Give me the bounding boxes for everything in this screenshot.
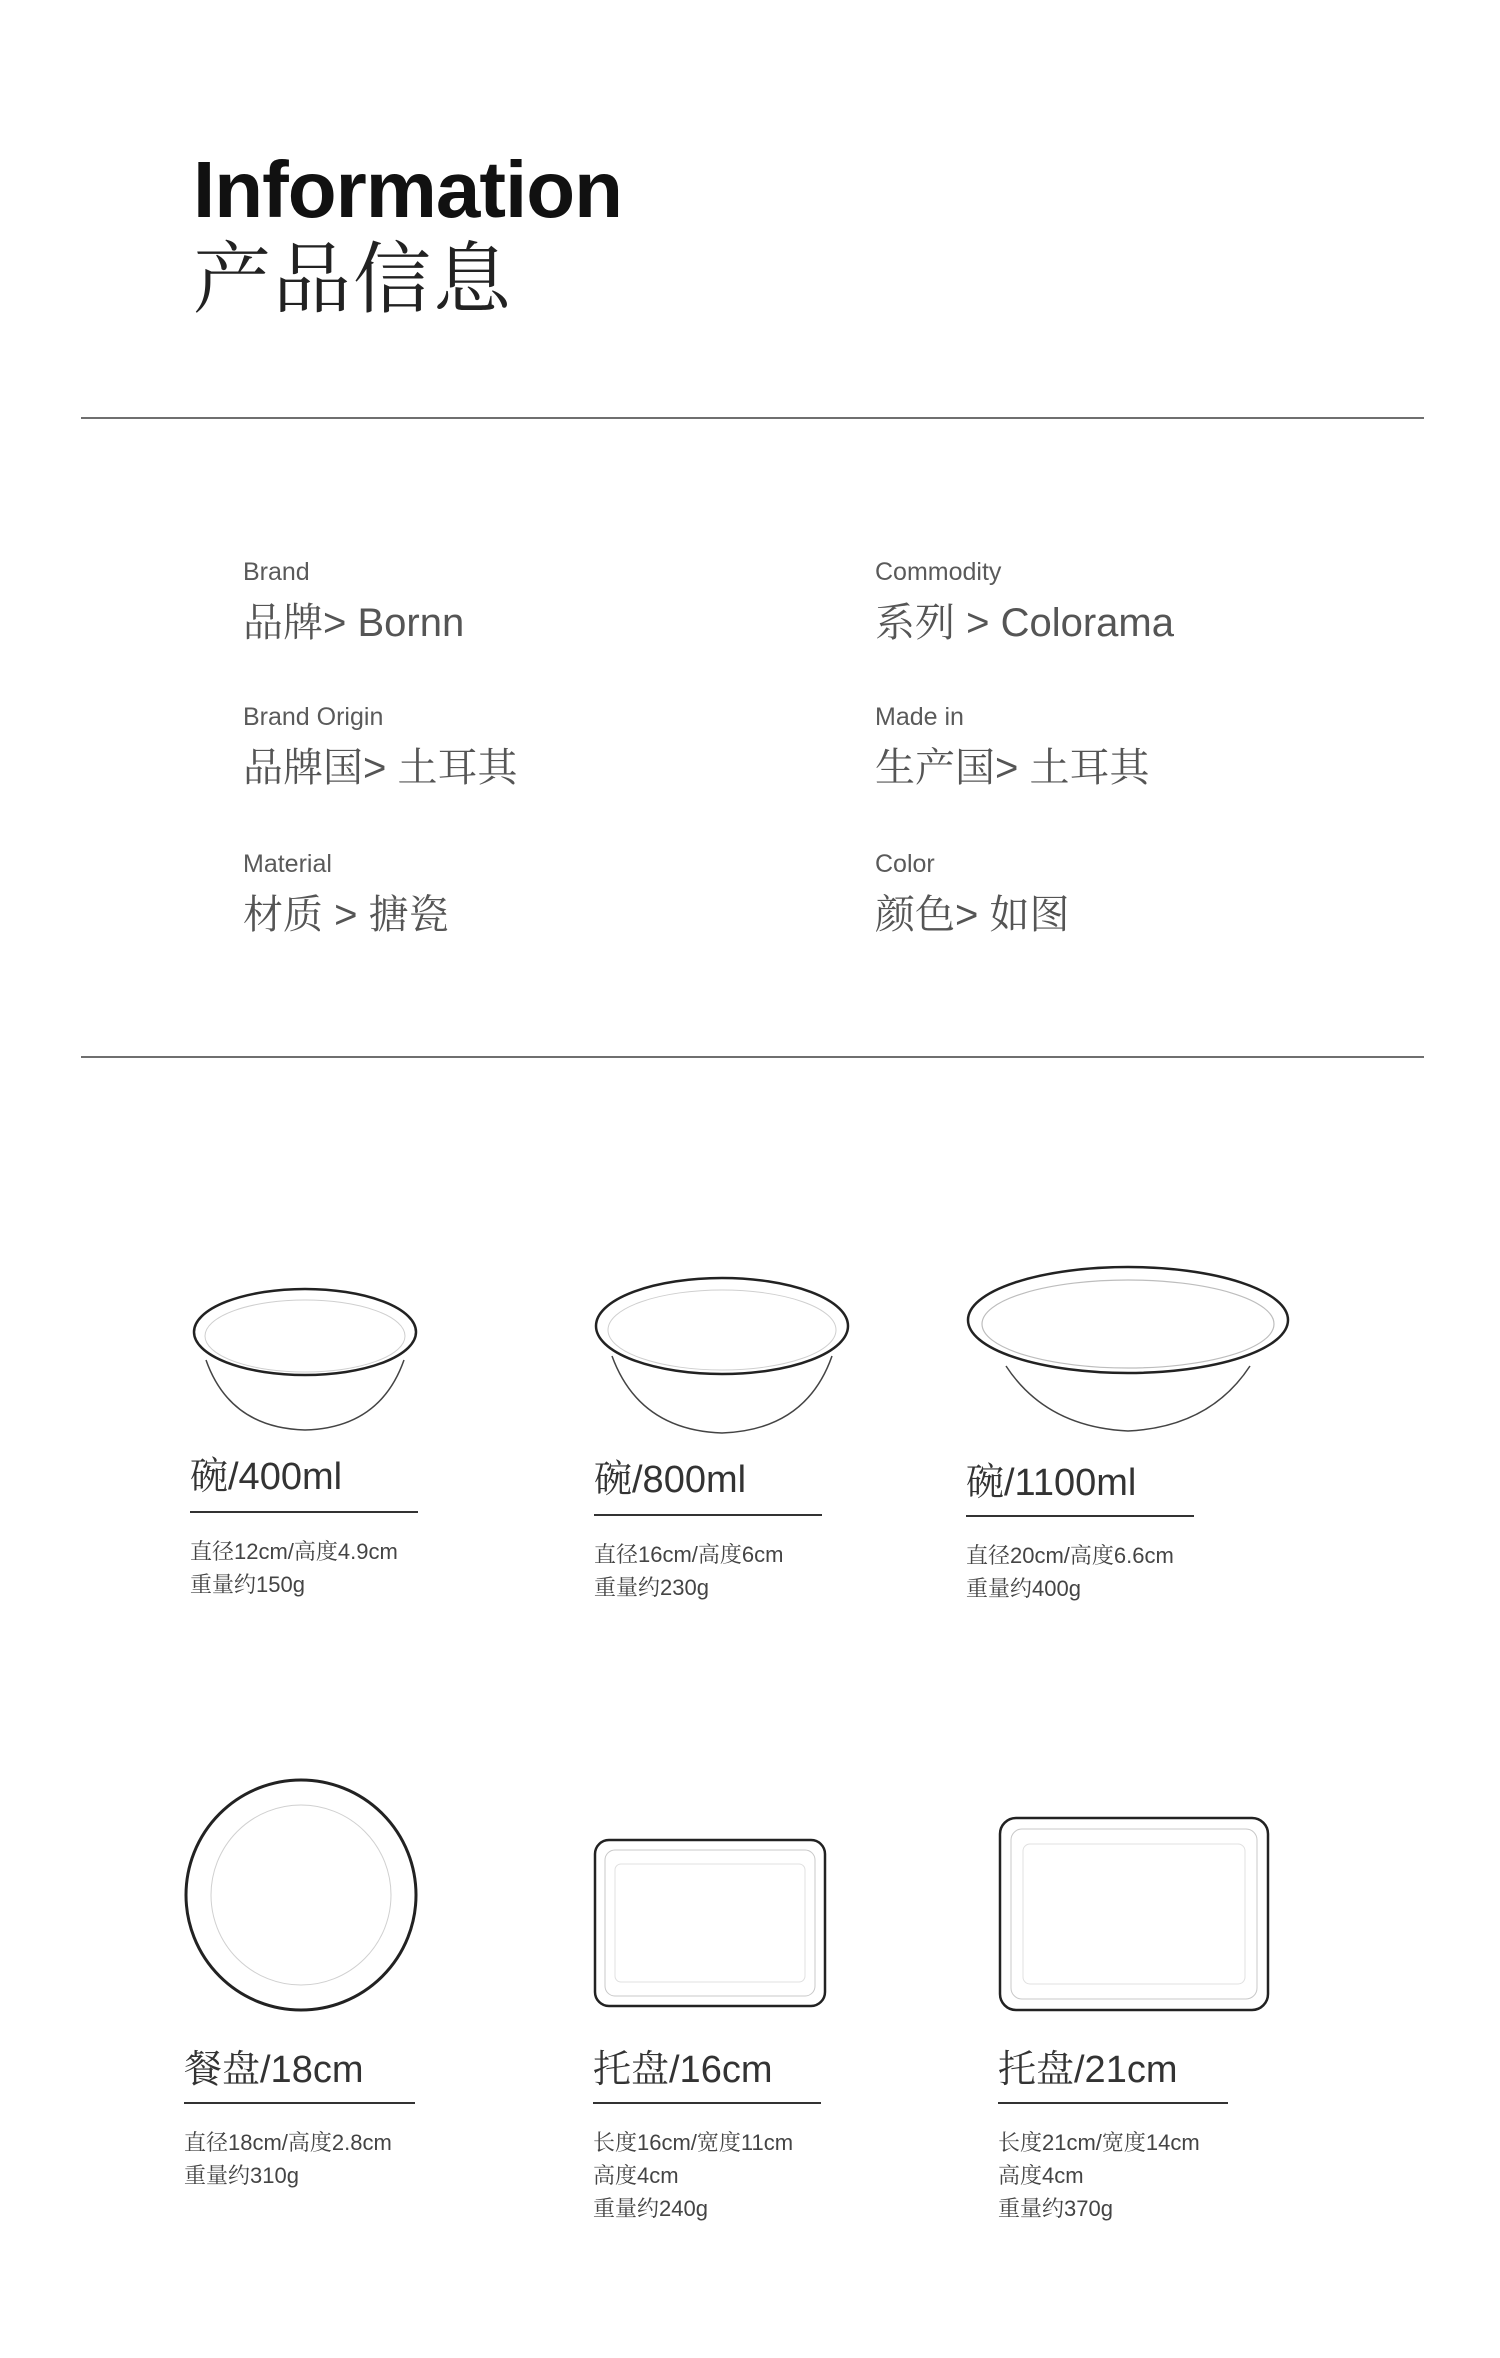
product-title: 碗/400ml [190,1456,343,1498]
info-value: 品牌> Bornn [243,601,465,645]
info-brand [243,560,464,643]
info-value: 材质 > 搪瓷 [243,893,449,937]
product-card [184,1776,564,2296]
product-card [966,1262,1346,1782]
product-card [998,1816,1378,2336]
product-spec: 长度16cm/宽度11cm [593,2130,794,2155]
info-label: Brand [243,558,310,586]
divider-top [81,417,1424,419]
product-title: 餐盘/18cm [184,2049,364,2091]
product-spec: 重量约310g [184,2163,299,2188]
product-spec: 长度21cm/宽度14cm [998,2130,1200,2155]
title-underline [998,2102,1228,2104]
product-card [593,1838,973,2358]
round-plate-icon [184,1776,424,2016]
product-spec: 直径16cm/高度6cm [594,1542,784,1567]
info-label: Made in [875,703,964,731]
product-spec: 重量约240g [593,2196,708,2221]
product-card [190,1280,570,1800]
product-title: 托盘/21cm [998,2049,1178,2091]
product-title: 碗/800ml [594,1459,747,1501]
page-title-cn: 产品信息 [193,235,514,323]
title-underline [594,1514,822,1516]
product-spec: 高度4cm [998,2163,1084,2188]
product-spec: 高度4cm [593,2163,679,2188]
info-commodity [875,560,1174,643]
medium-bowl-icon [594,1270,854,1440]
large-bowl-icon [966,1262,1296,1442]
info-value: 系列 > Colorama [875,601,1174,645]
info-value: 品牌国> 土耳其 [243,746,518,790]
info-label: Brand Origin [243,703,384,731]
product-spec: 重量约230g [594,1575,709,1600]
info-material [243,852,449,935]
info-value: 颜色> 如图 [875,893,1070,937]
info-color [875,852,1069,935]
divider-bottom [81,1056,1424,1058]
title-underline [190,1511,418,1513]
info-label: Color [875,850,935,878]
title-underline [593,2102,821,2104]
info-made-in [875,705,1149,788]
info-value: 生产国> 土耳其 [875,746,1150,790]
small-bowl-icon [190,1280,430,1440]
small-tray-icon [593,1838,833,2013]
product-spec: 直径20cm/高度6.6cm [966,1543,1174,1568]
large-tray-icon [998,1816,1278,2016]
product-spec: 重量约400g [966,1576,1081,1601]
info-label: Material [243,850,332,878]
product-title: 托盘/16cm [593,2049,773,2091]
product-title: 碗/1100ml [966,1462,1137,1504]
info-brand-origin [243,705,517,788]
product-spec: 直径18cm/高度2.8cm [184,2130,392,2155]
title-underline [966,1515,1194,1517]
product-spec: 重量约370g [998,2196,1113,2221]
title-underline [184,2102,415,2104]
product-card [594,1270,974,1790]
info-label: Commodity [875,558,1002,586]
product-spec: 重量约150g [190,1572,305,1597]
page-title-en: Information [193,145,622,234]
product-spec: 直径12cm/高度4.9cm [190,1539,398,1564]
